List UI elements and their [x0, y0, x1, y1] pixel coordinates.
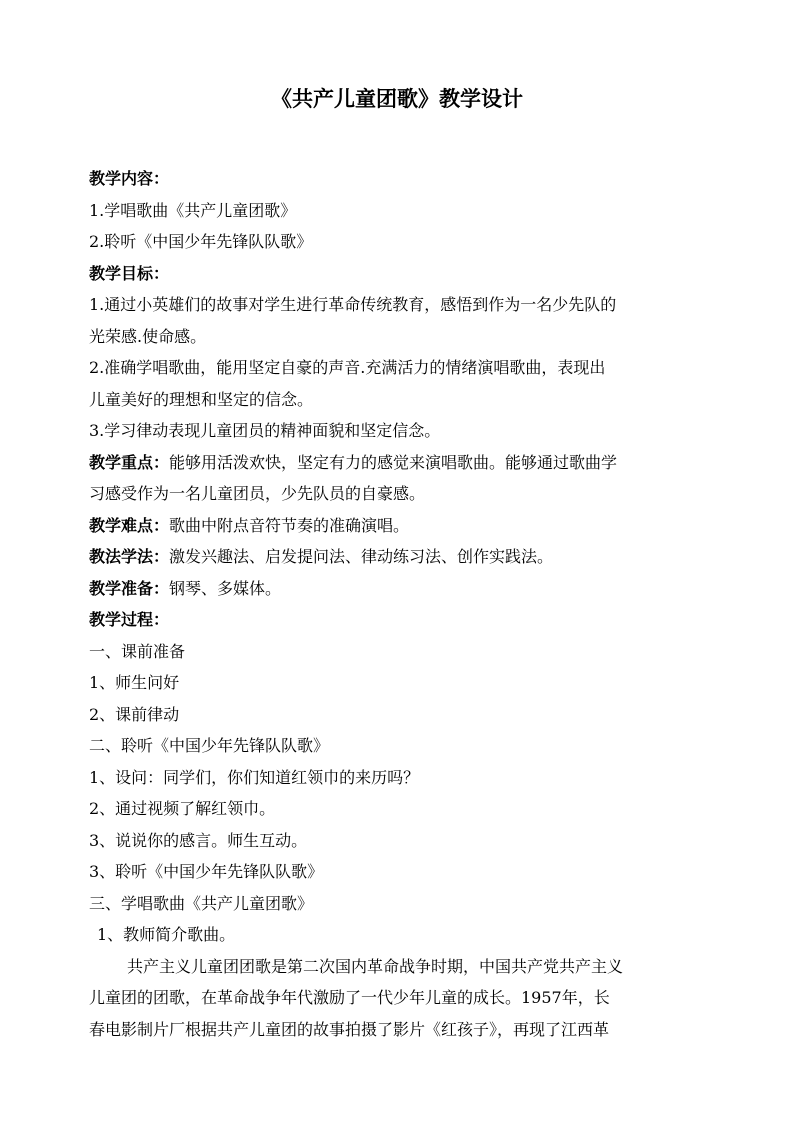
- key-points-label: 教学重点：: [89, 452, 170, 472]
- key-points-line-1: [89, 447, 709, 479]
- process-line: 三、学唱歌曲《共产儿童团歌》: [89, 893, 314, 913]
- difficulty-label: 教学难点：: [89, 515, 170, 535]
- process-line: 3、聆听《中国少年先锋队队歌》: [89, 862, 324, 881]
- methods-label: 教法学法：: [89, 547, 170, 566]
- process-line: 2、通过视频了解红领巾。: [89, 799, 276, 818]
- goal-3: 3.学习律动表现儿童团员的精神面貌和坚定信念。: [89, 421, 441, 440]
- content-item: 2.聆听《中国少年先锋队队歌》: [89, 232, 313, 251]
- process-line: 1、设问：同学们，你们知道红领巾的来历吗？: [89, 767, 420, 787]
- prep-text: 钢琴、多媒体。: [169, 578, 282, 598]
- process-line: 1、师生问好: [89, 673, 180, 692]
- content-item: 1.学唱歌曲《共产儿童团歌》: [89, 200, 297, 220]
- difficulty-line: [89, 510, 709, 542]
- key-points-line-2: 习感受作为一名儿童团员，少先队员的自豪感。: [89, 484, 426, 503]
- goal-1-line-2: 光荣感.使命感。: [89, 326, 207, 346]
- prep-line: [89, 573, 709, 605]
- intro-para-line-2: 儿童团的团歌，在革命战争年代激励了一代少年儿童的成长。1957年，长: [89, 988, 610, 1007]
- document-body: [89, 163, 709, 1045]
- intro-para-line-3: 春电影制片厂根据共产儿童团的故事拍摄了影片《红孩子》，再现了江西革: [89, 1019, 610, 1039]
- document-title: 《共产儿童团歌》教学设计: [271, 86, 523, 111]
- methods-text: 激发兴趣法、启发提问法、律动练习法、创作实践法。: [169, 547, 554, 566]
- intro-item: 1、教师简介歌曲。: [97, 925, 236, 944]
- goal-2-line-1: 2.准确学唱歌曲，能用坚定自豪的声音.充满活力的情绪演唱歌曲，表现出: [89, 358, 606, 377]
- process-heading: 教学过程：: [89, 610, 170, 629]
- goal-2-line-2: 儿童美好的理想和坚定的信念。: [89, 389, 314, 409]
- goal-1-line-1: 1.通过小英雄们的故事对学生进行革命传统教育，感悟到作为一名少先队的: [89, 295, 617, 314]
- process-line: 2、课前律动: [89, 704, 180, 724]
- process-line: 一、课前准备: [89, 641, 186, 661]
- prep-label: 教学准备：: [89, 578, 170, 598]
- content-heading: 教学内容：: [89, 169, 170, 188]
- methods-line: [89, 541, 709, 573]
- goals-heading: 教学目标：: [89, 263, 170, 283]
- process-line: 3、说说你的感言。师生互动。: [89, 830, 308, 850]
- intro-para-line-1: 共产主义儿童团团歌是第二次国内革命战争时期，中国共产党共产主义: [127, 956, 624, 976]
- difficulty-text: 歌曲中附点音符节奏的准确演唱。: [169, 515, 410, 535]
- key-points-text: 能够用活泼欢快，坚定有力的感觉来演唱歌曲。能够通过歌曲学: [169, 452, 618, 472]
- process-line: 二、聆听《中国少年先锋队队歌》: [89, 736, 330, 755]
